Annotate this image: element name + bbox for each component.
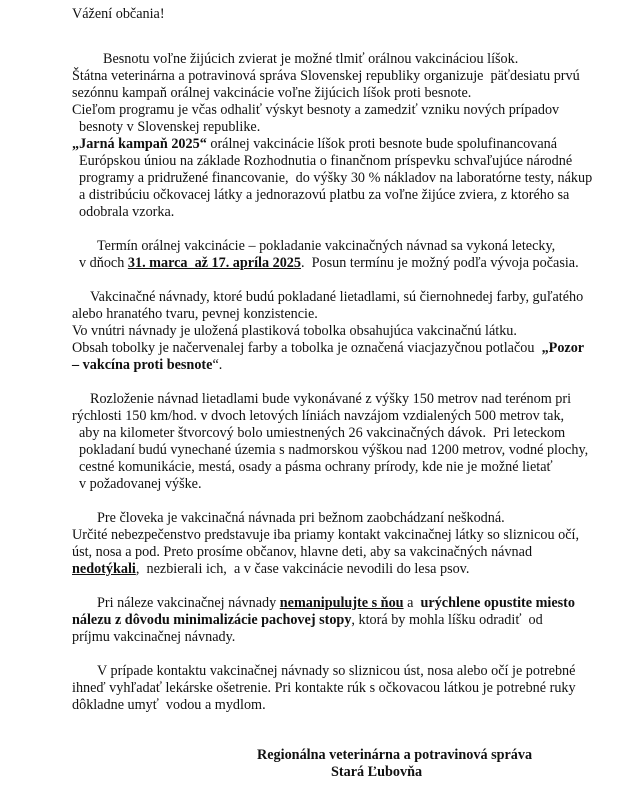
p7-line-1: Pri náleze vakcinačnej návnady nemanipulujte s ňou a urýchlene opustite miesto: [97, 595, 575, 611]
p7-line-3: príjmu vakcinačnej návnady.: [72, 629, 236, 645]
p5-line-5: cestné komunikácie, mestá, osady a pásma ochrany prírody, kde nie je možné lietať: [79, 459, 553, 475]
p6-line-1: Pre človeka je vakcinačná návnada pri bežnom zaobchádzaní neškodná.: [97, 510, 505, 526]
p5-line-3: aby na kilometer štvorcový bolo umiestnených 26 vakcinačných dávok. Pri leteckom: [79, 425, 566, 441]
do-not-handle-emphasis: nemanipulujte s ňou: [279, 595, 404, 611]
p4-line-1: Vakcinačné návnady, ktoré budú pokladané lietadlami, sú čiernohnedej farby, guľatého: [90, 289, 584, 305]
p2-line-1: „Jarná kampaň 2025“ orálnej vakcinácie líšok proti besnote bude spolufinancovaná: [72, 136, 558, 152]
p6-line-4: nedotýkali, nezbierali ich, a v čase vakcinácie nevodili do lesa psov.: [72, 561, 470, 577]
p6-line-2: Určité nebezpečenstvo predstavuje iba priamy kontakt vakcinačnej látky so sliznicou očí,: [72, 527, 580, 543]
p3-line-1: Termín orálnej vakcinácie – pokladanie vakcinačných návnad sa vykoná letecky,: [97, 238, 556, 254]
capsule-warning-label: – vakcína proti besnote: [72, 357, 213, 373]
p1-line-5: besnoty v Slovenskej republike.: [79, 119, 261, 135]
p1-line-1: Besnotu voľne žijúcich zvierat je možné tlmiť orálnou vakcináciou líšok.: [103, 51, 519, 67]
p1-line-3: sezónnu kampaň orálnej vakcinácie voľne žijúcich líšok proti besnote.: [72, 85, 472, 101]
do-not-touch-emphasis: nedotýkali: [72, 561, 136, 577]
p2-line-4: a distribúciu očkovacej látky a jednorazovú platbu za voľne žijúce zviera, z ktorého sa: [79, 187, 570, 203]
p4-line-4: Obsah tobolky je načervenalej farby a tobolka je označená viacjazyčnou potlačou „Pozor: [72, 340, 585, 356]
campaign-name: „Jarná kampaň 2025“: [72, 136, 207, 152]
p5-line-4: pokladaní budú vynechané územia s nadmorskou výškou nad 1200 metrov, vodné plochy,: [79, 442, 589, 458]
p1-line-2: Štátna veterinárna a potravinová správa Slovenskej republiky organizuje päťdesiatu prvú: [72, 68, 580, 84]
signature-line-2: Stará Ľubovňa: [331, 764, 423, 780]
p7-line-2: nálezu z dôvodu minimalizácie pachovej stopy, ktorá by mohla líšku odradiť od: [72, 612, 543, 628]
p4-line-5: – vakcína proti besnote“.: [72, 357, 223, 373]
p5-line-2: rýchlosti 150 km/hod. v dvoch letových líniách navzájom vzdialených 500 metrov tak,: [72, 408, 565, 424]
p4-line-2: alebo hranatého tvaru, pevnej konzistencie.: [72, 306, 318, 322]
vaccination-dates: 31. marca až 17. apríla 2025: [127, 255, 301, 271]
p8-line-1: V prípade kontaktu vakcinačnej návnady so sliznicou úst, nosa alebo očí je potrebné: [97, 663, 576, 679]
p2-line-3: programy a pridružené financovanie, do výšky 30 % nákladov na laboratórne testy, nákup: [79, 170, 593, 186]
p8-line-2: ihneď vyhľadať lekárske ošetrenie. Pri kontakte rúk s očkovacou látkou je potrebné ruky: [72, 680, 576, 696]
p4-line-3: Vo vnútri návnady je uložená plastiková tobolka obsahujúca vakcinačnú látku.: [72, 323, 517, 339]
p5-line-6: v požadovanej výške.: [79, 476, 202, 492]
signature-line-1: Regionálna veterinárna a potravinová správa: [257, 747, 533, 763]
p8-line-3: dôkladne umyť vodou a mydlom.: [72, 697, 266, 713]
p3-line-2: v dňoch 31. marca až 17. apríla 2025. Posun termínu je možný podľa vývoja počasia.: [79, 255, 579, 271]
p1-line-4: Cieľom programu je včas odhaliť výskyt besnoty a zamedziť vzniku nových prípadov: [72, 102, 560, 118]
p2-line-2: Európskou úniou na základe Rozhodnutia o finančnom príspevku schvaľujúce národné: [79, 153, 573, 169]
p5-line-1: Rozloženie návnad lietadlami bude vykonávané z výšky 150 metrov nad terénom pri: [90, 391, 572, 407]
greeting: Vážení občania!: [72, 6, 165, 22]
p6-line-3: úst, nosa a pod. Preto prosíme občanov, hlavne deti, aby sa vakcinačných návnad: [72, 544, 533, 560]
p2-line-5: odobrala vzorka.: [79, 204, 175, 220]
